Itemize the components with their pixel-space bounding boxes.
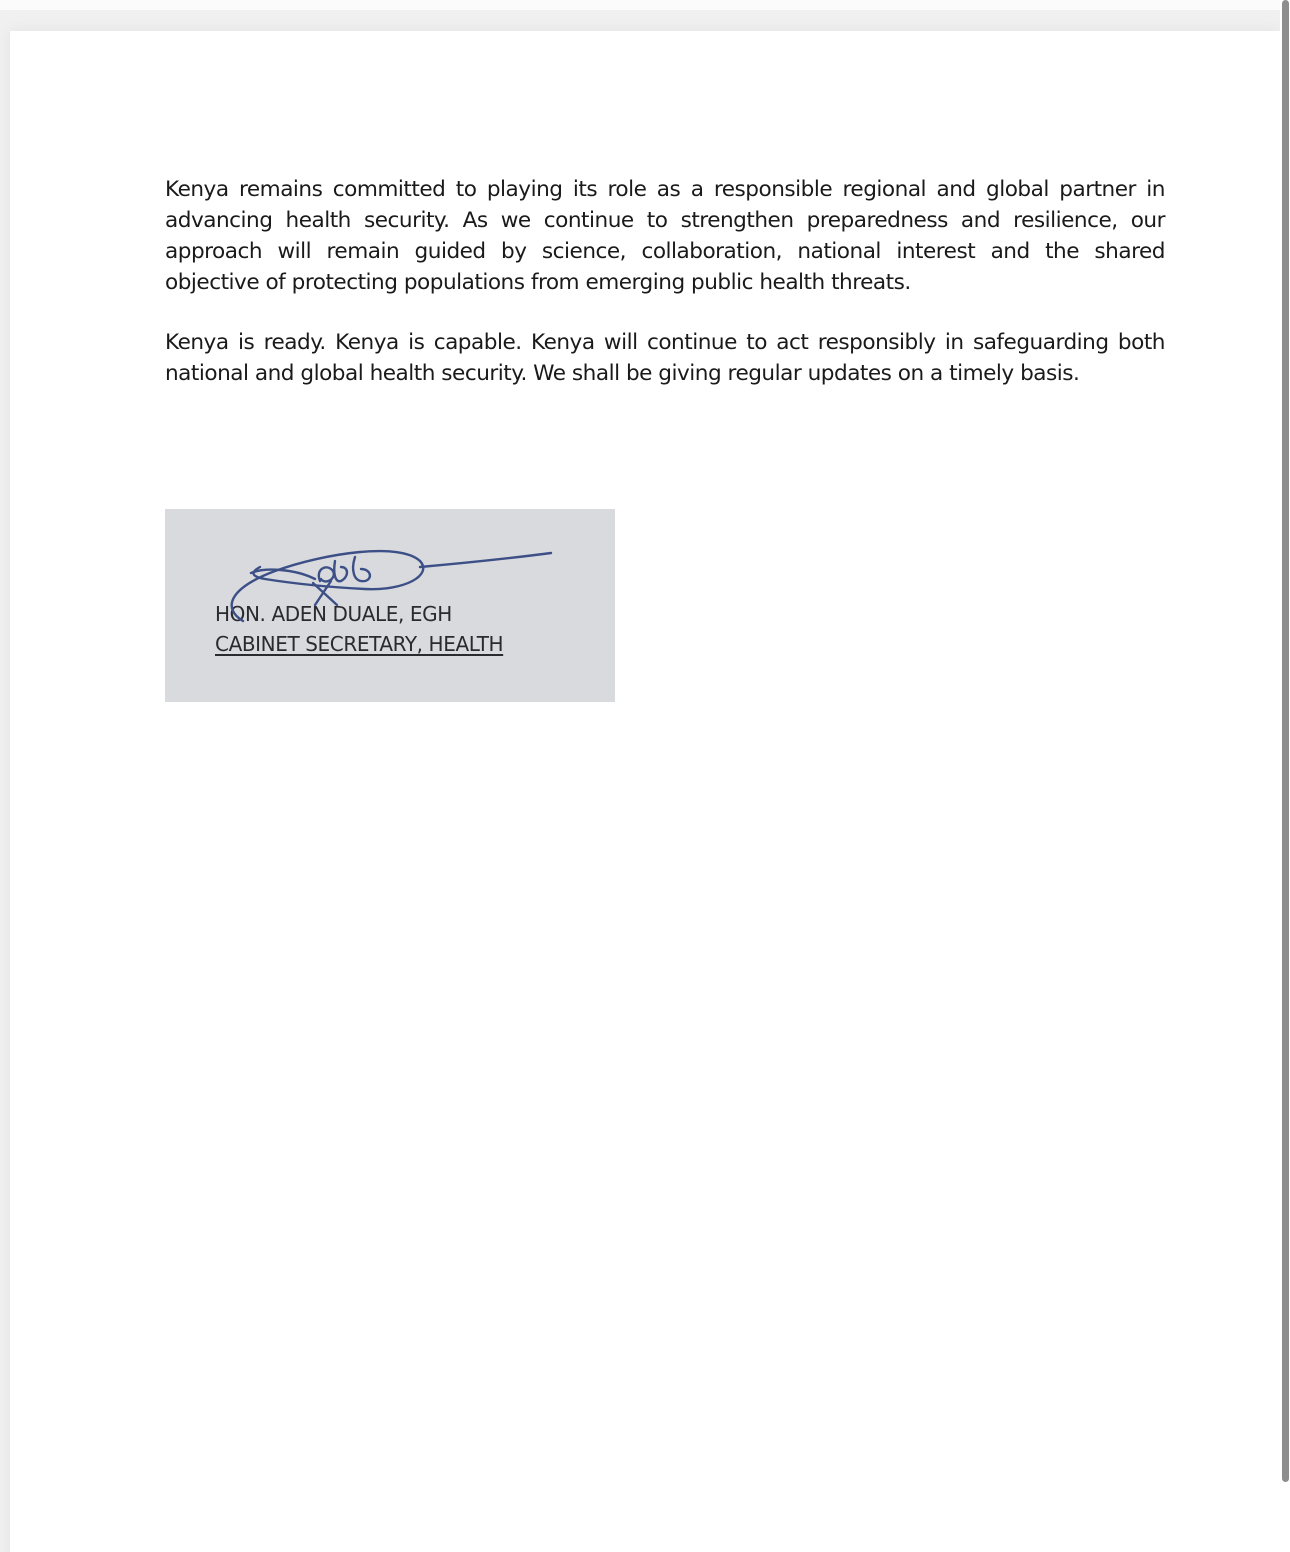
body-paragraph-1: Kenya remains committed to playing its role as a responsible regional and global partner in advancing health security. As we continue to strengthen preparedness and resilience, our approach will remain guided by science, collaboration, national interest and the shared objective of protecting populations from emerging public health threats. <box>165 177 1165 295</box>
handwritten-signature <box>165 509 615 702</box>
signatory-title: CABINET SECRETARY, HEALTH <box>215 632 504 656</box>
scrollbar-thumb[interactable] <box>1282 0 1289 1482</box>
viewer-top-strip <box>0 0 1290 10</box>
vertical-scrollbar[interactable] <box>1280 0 1290 1552</box>
signatory-name: HON. ADEN DUALE, EGH <box>215 602 452 626</box>
body-paragraph-2: Kenya is ready. Kenya is capable. Kenya will continue to act responsibly in safeguarding both national and global health security. We shall be giving regular updates on a timely basis. <box>165 330 1165 386</box>
document-page <box>10 31 1280 1552</box>
signature-block <box>165 509 615 702</box>
